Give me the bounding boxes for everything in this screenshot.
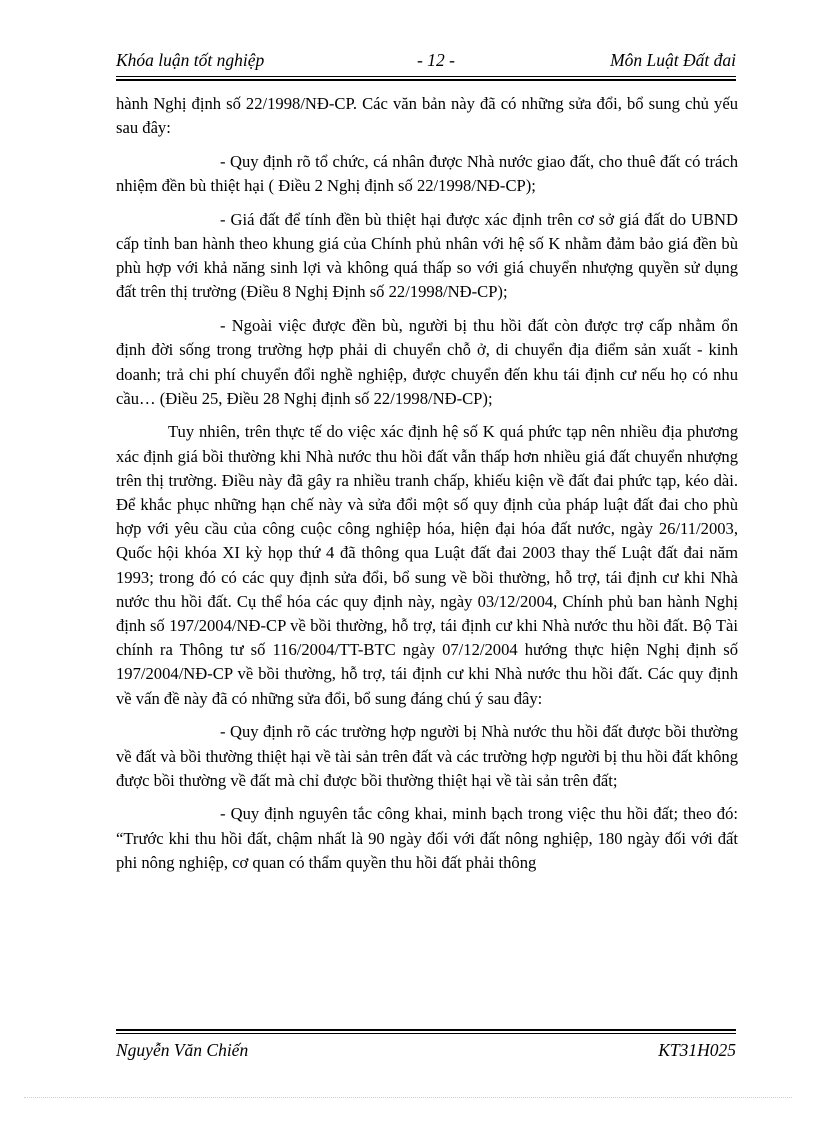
page-bottom-edge xyxy=(24,1097,792,1098)
body-paragraph-continuation: hành Nghị định số 22/1998/NĐ-CP. Các văn bản này đã có những sửa đổi, bổ sung chủ yếu sau đây: xyxy=(116,94,738,138)
header-subject-label: Môn Luật Đất đai xyxy=(610,50,736,70)
body-list-item: - Quy định rõ các trường hợp người bị Nhà nước thu hồi đất được bồi thường về đất và bồi thường thiệt hại về tài sản trên đất và các trường hợp người bị thu hồi đất không được bồi thường về đất mà chỉ được bồi thường thiệt hại về tài sản trên đất; xyxy=(116,722,738,790)
footer-divider xyxy=(116,1029,736,1034)
header-thesis-label: Khóa luận tốt nghiệp xyxy=(116,50,265,70)
footer-student-code: KT31H025 xyxy=(658,1040,736,1060)
header-divider xyxy=(116,76,736,81)
body-list-item: - Quy định nguyên tắc công khai, minh bạch trong việc thu hồi đất; theo đó: “Trước khi thu hồi đất, chậm nhất là 90 ngày đối với đất nông nghiệp, 180 ngày đối với đất phi nông nghiệp, cơ quan có thẩm quyền thu hồi đất phải thông xyxy=(116,804,738,872)
body-paragraph: Tuy nhiên, trên thực tế do việc xác định hệ số K quá phức tạp nên nhiều địa phương xác định giá bồi thường khi Nhà nước thu hồi đất vẫn thấp hơn nhiều giá đất chuyển nhượng trên thị trường. Điều này đã gây ra nhiều tranh chấp, khiếu kiện về đất đai phức tạp, kéo dài. Để khắc phục những hạn chế này và sửa đổi một số quy định của pháp luật đất đai cho phù hợp với yêu cầu của công cuộc công nghiệp hóa, hiện đại hóa đất nước, ngày 26/11/2003, Quốc hội khóa XI kỳ họp thứ 4 đã thông qua Luật đất đai 2003 thay thế Luật đất đai năm 1993; trong đó có các quy định sửa đổi, bổ sung về bồi thường, hỗ trợ, tái định cư khi Nhà nước thu hồi đất. Cụ thể hóa các quy định này, ngày 03/12/2004, Chính phủ ban hành Nghị định số 197/2004/NĐ-CP về bồi thường, hỗ trợ, tái định cư khi Nhà nước thu hồi đất. Bộ Tài chính ra Thông tư số 116/2004/TT-BTC ngày 07/12/2004 hướng thực hiện Nghị định số 197/2004/NĐ-CP về bồi thường, hỗ trợ, tái định cư khi Nhà nước thu hồi đất. Các quy định về vấn đề này đã có những sửa đổi, bổ sung đáng chú ý sau đây: xyxy=(116,422,738,708)
body-list-item: - Quy định rõ tổ chức, cá nhân được Nhà nước giao đất, cho thuê đất có trách nhiệm đền bù thiệt hại ( Điều 2 Nghị định số 22/1998/NĐ-CP); xyxy=(116,151,738,196)
document-body xyxy=(116,92,738,885)
header-page-number: - 12 - xyxy=(417,50,455,70)
footer-author: Nguyễn Văn Chiến xyxy=(116,1040,249,1060)
page-header xyxy=(116,46,736,74)
page-footer xyxy=(116,1037,736,1063)
body-list-item: - Ngoài việc được đền bù, người bị thu hồi đất còn được trợ cấp nhằm ổn định đời sống trong trường hợp phải di chuyển chỗ ở, di chuyển địa điểm sản xuất - kinh doanh; trả chi phí chuyển đổi nghề nghiệp, được chuyển đến khu tái định cư nếu họ có nhu cầu… (Điều 25, Điều 28 Nghị định số 22/1998/NĐ-CP); xyxy=(116,316,738,408)
body-list-item: - Giá đất để tính đền bù thiệt hại được xác định trên cơ sở giá đất do UBND cấp tỉnh ban hành theo khung giá của Chính phủ nhân với hệ số K nhằm đảm bảo giá đền bù phù hợp với khả năng sinh lợi và không quá thấp so với giá chuyển nhượng quyền sử dụng đất trên thị trường (Điều 8 Nghị Định số 22/1998/NĐ-CP); xyxy=(116,209,738,302)
